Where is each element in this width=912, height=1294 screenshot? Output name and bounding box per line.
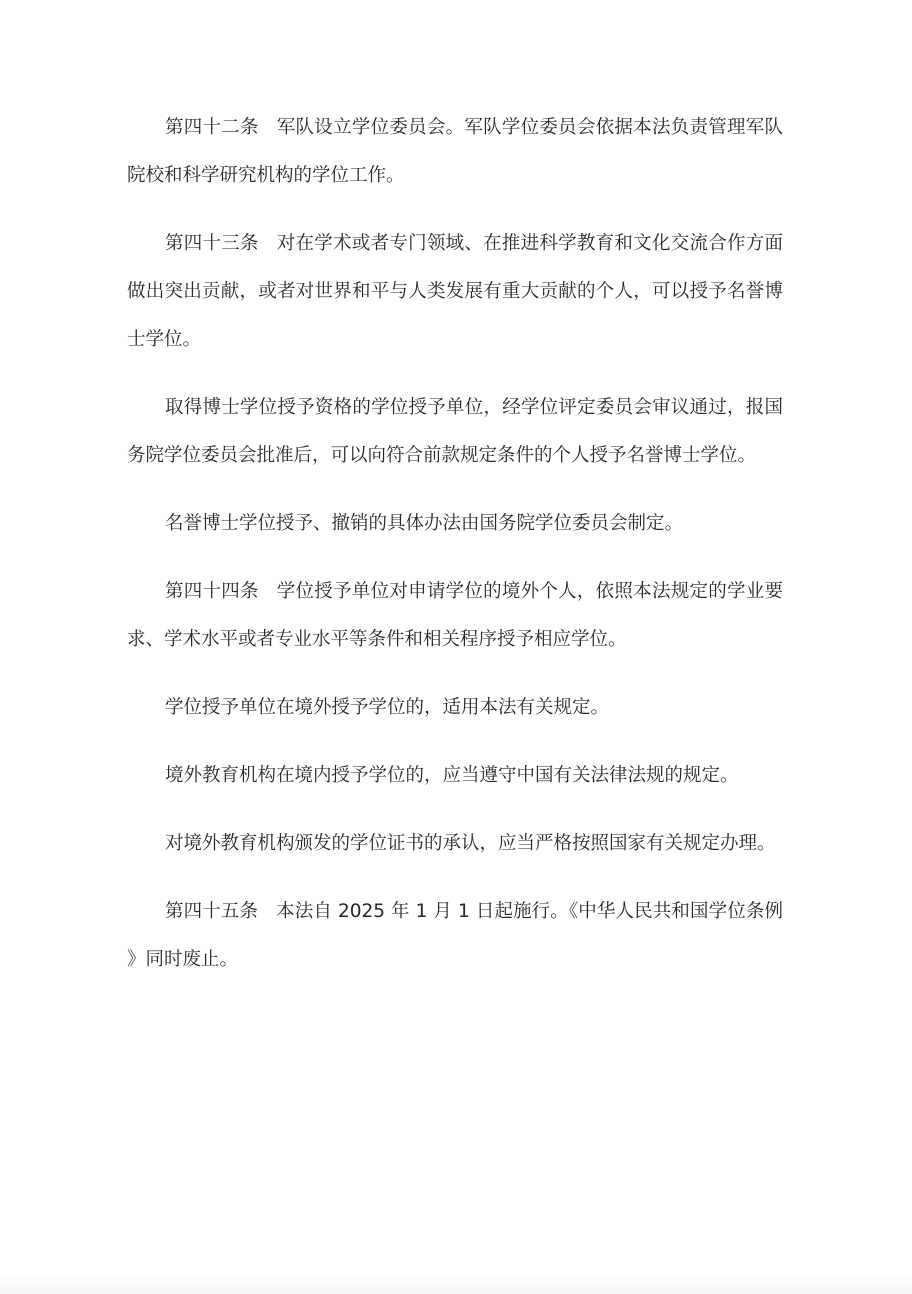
- paragraph-text: 名誉博士学位授予、撤销的具体办法由国务院学位委员会制定。: [165, 513, 684, 534]
- paragraph-text: 军队设立学位委员会。军队学位委员会依据本法负责管理军队院校和科学研究机构的学位工作。: [127, 117, 783, 186]
- paragraph: [127, 500, 783, 548]
- article-number: 第四十五条: [165, 901, 259, 922]
- document-body: [127, 104, 783, 1004]
- paragraph-article-45: [127, 888, 783, 984]
- paragraph-article-42: [127, 104, 783, 200]
- paragraph: [127, 752, 783, 800]
- article-number: 第四十四条: [165, 581, 259, 602]
- article-number: 第四十二条: [165, 117, 259, 138]
- paragraph-text: 学位授予单位对申请学位的境外个人，依照本法规定的学业要求、学术水平或者专业水平等条件和相关程序授予相应学位。: [127, 581, 783, 650]
- page-bottom-edge: [0, 1272, 912, 1294]
- paragraph-text: 取得博士学位授予资格的学位授予单位，经学位评定委员会审议通过，报国务院学位委员会批准后，可以向符合前款规定条件的个人授予名誉博士学位。: [127, 397, 783, 466]
- paragraph-text: 境外教育机构在境内授予学位的，应当遵守中国有关法律法规的规定。: [165, 765, 739, 786]
- paragraph-article-43: [127, 220, 783, 364]
- paragraph: [127, 684, 783, 732]
- paragraph-text: 对境外教育机构颁发的学位证书的承认，应当严格按照国家有关规定办理。: [165, 833, 776, 854]
- paragraph: [127, 820, 783, 868]
- paragraph-text: 本法自 2025 年 1 月 1 日起施行。《中华人民共和国学位条例》同时废止。: [127, 901, 783, 970]
- paragraph: [127, 384, 783, 480]
- article-number: 第四十三条: [165, 233, 259, 254]
- paragraph-text: 对在学术或者专门领域、在推进科学教育和文化交流合作方面做出突出贡献，或者对世界和平与人类发展有重大贡献的个人，可以授予名誉博士学位。: [127, 233, 783, 350]
- paragraph-article-44: [127, 568, 783, 664]
- paragraph-text: 学位授予单位在境外授予学位的，适用本法有关规定。: [165, 697, 610, 718]
